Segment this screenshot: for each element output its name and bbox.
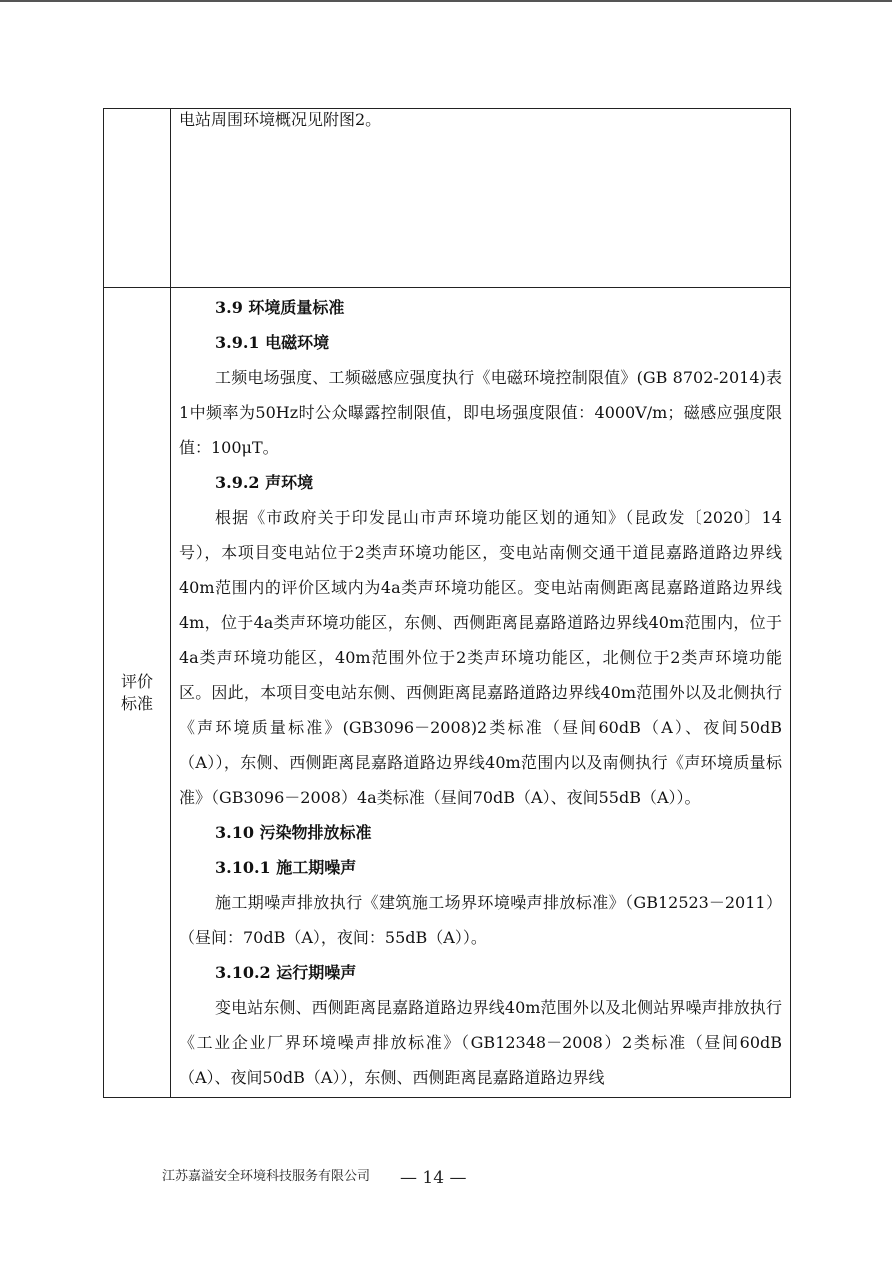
footer-company: 江苏嘉溢安全环境科技服务有限公司 — [162, 1169, 371, 1184]
heading-3-9-2: 3.9.2 声环境 — [215, 473, 314, 492]
row-label-empty — [104, 109, 171, 288]
top-border-line — [0, 0, 892, 2]
label-line-2: 标准 — [120, 693, 153, 713]
label-line-1: 评价 — [120, 671, 153, 691]
paragraph-3-10-1: 施工期噪声排放执行《建筑施工场界环境噪声排放标准》（GB12523－2011）（昼间：70dB（A），夜间：55dB（A））。 — [179, 893, 782, 947]
report-table — [103, 108, 791, 1098]
heading-3-10-1: 3.10.1 施工期噪声 — [215, 858, 357, 877]
evaluation-standard-content — [171, 288, 791, 1098]
page-number: — 14 — — [400, 1168, 467, 1188]
paragraph-3-9-2: 根据《市政府关于印发昆山市声环境功能区划的通知》（昆政发〔2020〕14号），本项目变电站位于2类声环境功能区，变电站南侧交通干道昆嘉路道路边界线40m范围内的评价区域内为4a类声环境功能区。变电站南侧距离昆嘉路道路边界线4m，位于4a类声环境功能区，东侧、西侧距离昆嘉路道路边界线40m范围内，位于4a类声环境功能区，40m范围外位于2类声环境功能区，北侧位于2类声环境功能区。因此，本项目变电站东侧、西侧距离昆嘉路道路边界线40m范围外以及北侧执行《声环境质量标准》(GB3096－2008)2类标准（昼间60dB（A）、夜间50dB（A）），东侧、西侧距离昆嘉路道路边界线40m范围内以及南侧执行《声环境质量标准》（GB3096－2008）4a类标准（昼间70dB（A）、夜间55dB（A））。 — [179, 508, 782, 807]
table-row — [104, 109, 791, 288]
heading-3-10-2: 3.10.2 运行期噪声 — [215, 963, 357, 982]
heading-3-9: 3.9 环境质量标准 — [215, 298, 345, 317]
heading-3-10: 3.10 污染物排放标准 — [215, 823, 372, 842]
surroundings-text: 电站周围环境概况见附图2。 — [179, 110, 382, 129]
paragraph-3-9-1: 工频电场强度、工频磁感应强度执行《电磁环境控制限值》(GB 8702-2014)表1中频率为50Hz时公众曝露控制限值，即电场强度限值：4000V/m；磁感应强度限值：100μT。 — [179, 368, 782, 457]
surroundings-cell — [171, 109, 791, 288]
table-row — [104, 288, 791, 1098]
evaluation-standard-label — [104, 288, 171, 1098]
paragraph-3-10-2: 变电站东侧、西侧距离昆嘉路道路边界线40m范围外以及北侧站界噪声排放执行《工业企业厂界环境噪声排放标准》（GB12348－2008）2类标准（昼间60dB（A）、夜间50dB（A）），东侧、西侧距离昆嘉路道路边界线 — [179, 998, 782, 1087]
heading-3-9-1: 3.9.1 电磁环境 — [215, 333, 330, 352]
